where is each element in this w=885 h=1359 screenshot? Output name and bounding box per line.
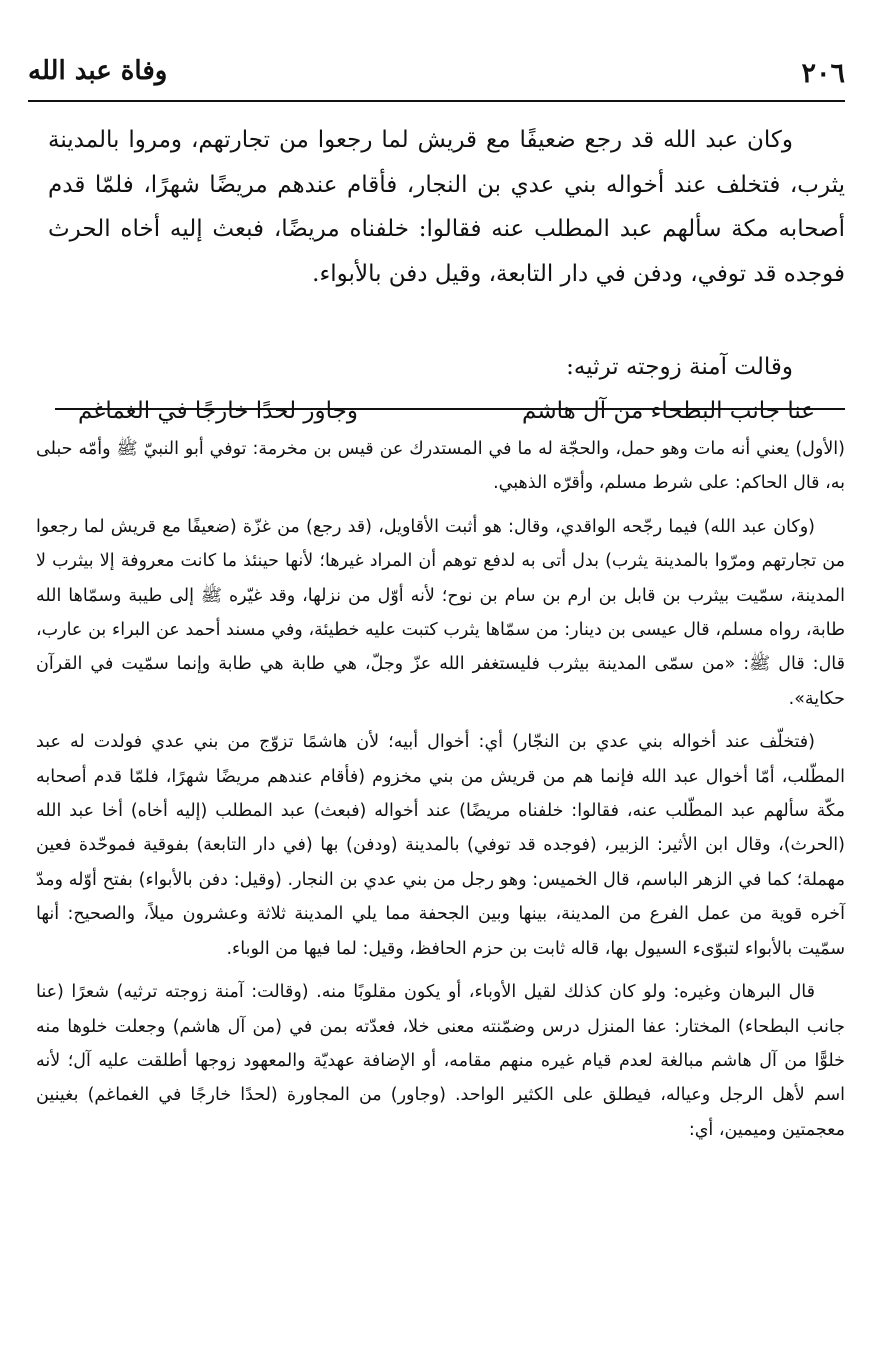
commentary-section xyxy=(36,432,845,1156)
main-text xyxy=(48,118,845,296)
footnote-divider xyxy=(55,408,845,410)
page-number: ٢٠٦ xyxy=(801,58,845,89)
poem-intro: وقالت آمنة زوجته ترثيه: xyxy=(566,354,793,380)
main-paragraph: وكان عبد الله قد رجع ضعيفًا مع قريش لما رجعوا من تجارتهم، ومروا بالمدينة يثرب، فتخلف عند أخواله بني عدي بن النجار، فأقام عندهم مريضًا شهرًا، فلمّا قدم أصحابه مكة سألهم عبد المطلب عنه فقالوا: خلفناه مريضًا، فبعث إليه أخاه الحرث فوجده قد توفي، ودفن في دار التابعة، وقيل دفن بالأبواء. xyxy=(48,127,845,287)
commentary-paragraph: (الأول) يعني أنه مات وهو حمل، والحجّة له ما في المستدرك عن قيس بن مخرمة: توفي أبو النبيّ ﷺ وأمّه حبلى به، قال الحاكم: على شرط مسلم، وأقرّه الذهبي. xyxy=(36,439,845,494)
poem-block xyxy=(48,345,845,433)
commentary-paragraph: (فتخلّف عند أخواله بني عدي بن النجّار) أي: أخوال أبيه؛ لأن هاشمًا تزوّج من بني عدي فولدت له عبد المطّلب، أمّا أخوال عبد الله فإنما هم من قريش من بني مخزوم (فأقام عندهم مريضًا شهرًا، فلمّا قدم أصحابه مكّة سألهم عبد المطّلب عنه، فقالوا: خلفناه مريضًا) عند أخواله (فبعث) عبد المطلب (إليه أخاه) أخا عبد الله (الحرث)، وقال ابن الأثير: الزبير، (فوجده قد توفي) بالمدينة (ودفن) بها (في دار التابعة) بفوقية فموحّدة فعين مهملة؛ كما في الزهر الباسم، قال الخميس: وهو رجل من بني عدي بن النجار. (وقيل: دفن بالأبواء) بفتح أوّله ومدّ آخره قوية من عمل الفرع من المدينة، بينها وبين الجحفة مما يلي المدينة ثلاثة وعشرون ميلاً، والصحيح: أنها سمّيت بالأبواء لتبوّىء السيول بها، قاله ثابت بن حزم الحافظ، وقيل: لما فيها من الوباء. xyxy=(36,732,845,959)
verse-second-hemistich: وجاور لحدًا خارجًا في الغماغم xyxy=(78,398,358,424)
commentary-paragraph: قال البرهان وغيره: ولو كان كذلك لقيل الأوباء، أو يكون مقلوبًا منه. (وقالت: آمنة زوجته ترثيه) شعرًا (عنا جانب البطحاء) المختار: عفا المنزل درس وضمّنته معنى خلا، فعدّته بمن في (من آل هاشم) وجعلت خلوها منه خلوًّا من آل هاشم مبالغة لعدم قيام غيره منهم مقامه، أو الإضافة عهديّة والمعهود زوجها أطلقت عليه آل؛ لأنه اسم لأهل الرجل وعياله، فيطلق على الكثير الواحد. (وجاور) من المجاورة (لحدًا خارجًا في الغماغم) بغينين معجمتين وميمين، أي: xyxy=(36,982,845,1140)
commentary-paragraph: (وكان عبد الله) فيما رجّحه الواقدي، وقال: هو أثبت الأقاويل، (قد رجع) من غزّة (ضعيفًا مع قريش لما رجعوا من تجارتهم ومرّوا بالمدينة يثرب) بدل أتى به لدفع توهم أن المراد غيرها؛ لأنها حينئذ ما كانت معروفة إلا بيثرب لا المدينة، سمّيت بيثرب بن قابل بن ارم بن سام بن نوح؛ لأنه أوّل من نزلها، وقد غيّره ﷺ إلى طيبة وسمّاها الله طابة، رواه مسلم، قال عيسى بن دينار: من سمّاها يثرب كتبت عليه خطيئة، وفي مسند أحمد عن البراء بن عارب، قال: قال ﷺ: «من سمّى المدينة بيثرب فليستغفر الله عزّ وجلّ، هي طابة هي طابة وإنما سمّيت في القرآن حكاية». xyxy=(36,516,845,709)
running-title: وفاة عبد الله xyxy=(28,56,168,86)
verse-first-hemistich: عنا جانب البطحاء من آل هاشم xyxy=(522,398,815,424)
page-header xyxy=(28,50,845,102)
poem-verse xyxy=(48,389,845,433)
